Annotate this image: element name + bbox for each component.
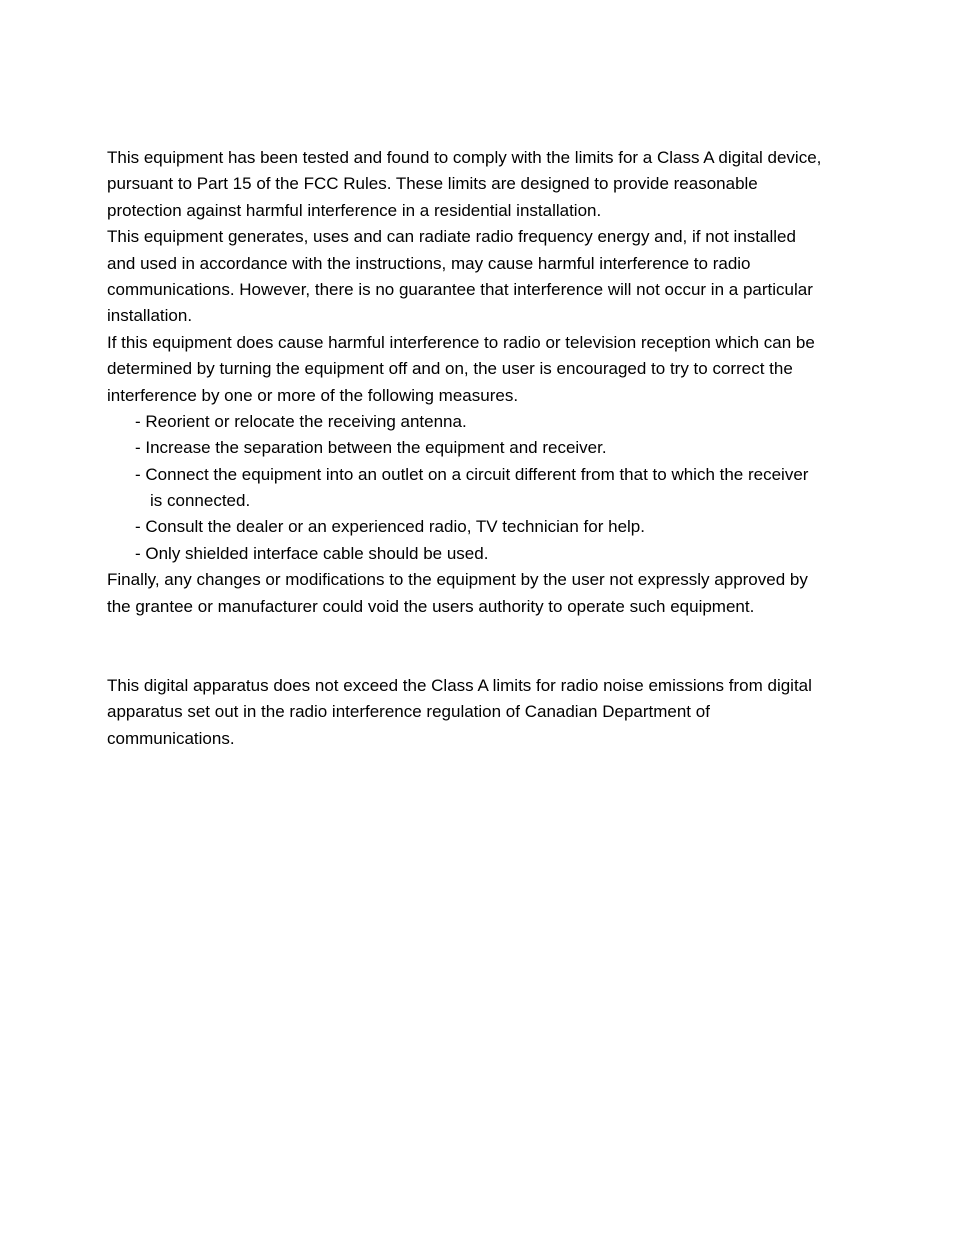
fcc-line: protection against harmful interference in a residential installation. bbox=[107, 200, 602, 220]
canada-line: This digital apparatus does not exceed the Class A limits for radio noise emissions from digital bbox=[107, 676, 812, 695]
measure-item-continuation: is connected. bbox=[150, 491, 251, 511]
fcc-closing-line: the grantee or manufacturer could void the users authority to operate such equipment. bbox=[107, 596, 755, 616]
fcc-statement bbox=[107, 145, 887, 620]
measure-item: - Reorient or relocate the receiving antenna. bbox=[135, 411, 467, 431]
fcc-closing-line: Finally, any changes or modifications to the equipment by the user not expressly approved by bbox=[107, 570, 808, 590]
fcc-line: installation. bbox=[107, 306, 193, 326]
canada-line: communications. bbox=[107, 728, 235, 748]
fcc-line: If this equipment does cause harmful interference to radio or television reception which can be bbox=[107, 332, 815, 352]
canada-line: apparatus set out in the radio interference regulation of Canadian Department of bbox=[107, 702, 710, 722]
measures-list bbox=[107, 409, 887, 567]
fcc-line: This equipment has been tested and found to comply with the limits for a Class A digital device, bbox=[107, 148, 822, 167]
fcc-line: interference by one or more of the following measures. bbox=[107, 385, 519, 405]
fcc-line: communications. However, there is no guarantee that interference will not occur in a particular bbox=[107, 279, 813, 299]
measure-item: - Increase the separation between the equipment and receiver. bbox=[135, 438, 607, 458]
fcc-line: determined by turning the equipment off and on, the user is encouraged to try to correct the bbox=[107, 359, 793, 379]
measure-item: - Consult the dealer or an experienced radio, TV technician for help. bbox=[135, 517, 645, 537]
canada-statement bbox=[107, 673, 887, 752]
fcc-line: This equipment generates, uses and can radiate radio frequency energy and, if not installed bbox=[107, 227, 796, 247]
measure-item: - Only shielded interface cable should be used. bbox=[135, 543, 489, 563]
fcc-line: and used in accordance with the instructions, may cause harmful interference to radio bbox=[107, 253, 751, 273]
fcc-line: pursuant to Part 15 of the FCC Rules. These limits are designed to provide reasonable bbox=[107, 174, 758, 194]
measure-item: - Connect the equipment into an outlet on a circuit different from that to which the receiver bbox=[135, 464, 809, 484]
